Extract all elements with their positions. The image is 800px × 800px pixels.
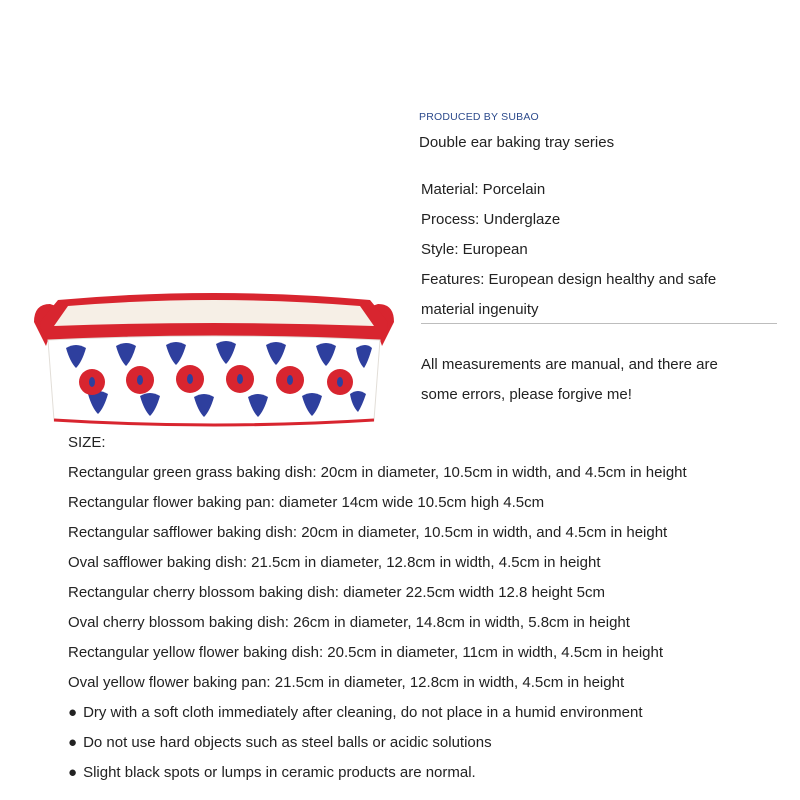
specs-list [421,175,781,325]
bullet-icon: ● [68,704,78,721]
dish-interior [54,300,374,326]
size-item: Rectangular yellow flower baking dish: 20.5cm in diameter, 11cm in width, 4.5cm in height [68,644,664,661]
brand-label: PRODUCED BY SUBAO [419,111,539,123]
care-text: Slight black spots or lumps in ceramic products are normal. [83,764,476,781]
size-list [68,428,793,788]
size-item: Rectangular green grass baking dish: 20cm in diameter, 10.5cm in width, and 4.5cm in height [68,464,687,481]
spec-style: Style: European [421,241,528,258]
spec-process: Process: Underglaze [421,211,561,228]
size-item: Rectangular safflower baking dish: 20cm in diameter, 10.5cm in width, and 4.5cm in height [68,524,668,541]
spec-features: Features: European design healthy and safe [421,271,717,288]
care-item [68,728,793,758]
spec-features-cont: material ingenuity [421,301,539,318]
size-item: Oval cherry blossom baking dish: 26cm in diameter, 14.8cm in width, 5.8cm in height [68,614,630,631]
size-heading: SIZE: [68,434,106,451]
size-item: Rectangular cherry blossom baking dish: diameter 22.5cm width 12.8 height 5cm [68,584,605,601]
size-item: Oval yellow flower baking pan: 21.5cm in diameter, 12.8cm in width, 4.5cm in height [68,674,625,691]
note-line-1: All measurements are manual, and there are [421,356,718,373]
bullet-icon: ● [68,734,78,751]
care-text: Dry with a soft cloth immediately after cleaning, do not place in a humid environment [83,704,643,721]
care-item [68,758,793,788]
divider [421,323,777,324]
care-text: Do not use hard objects such as steel balls or acidic solutions [83,734,492,751]
size-item: Oval safflower baking dish: 21.5cm in diameter, 12.8cm in width, 4.5cm in height [68,554,601,571]
series-title: Double ear baking tray series [419,134,615,151]
spec-material: Material: Porcelain [421,181,546,198]
care-item [68,698,793,728]
baking-dish-image [28,282,400,432]
bullet-icon: ● [68,764,78,781]
size-item: Rectangular flower baking pan: diameter 14cm wide 10.5cm high 4.5cm [68,494,545,511]
measurement-note [421,350,781,410]
note-line-2: some errors, please forgive me! [421,386,632,403]
